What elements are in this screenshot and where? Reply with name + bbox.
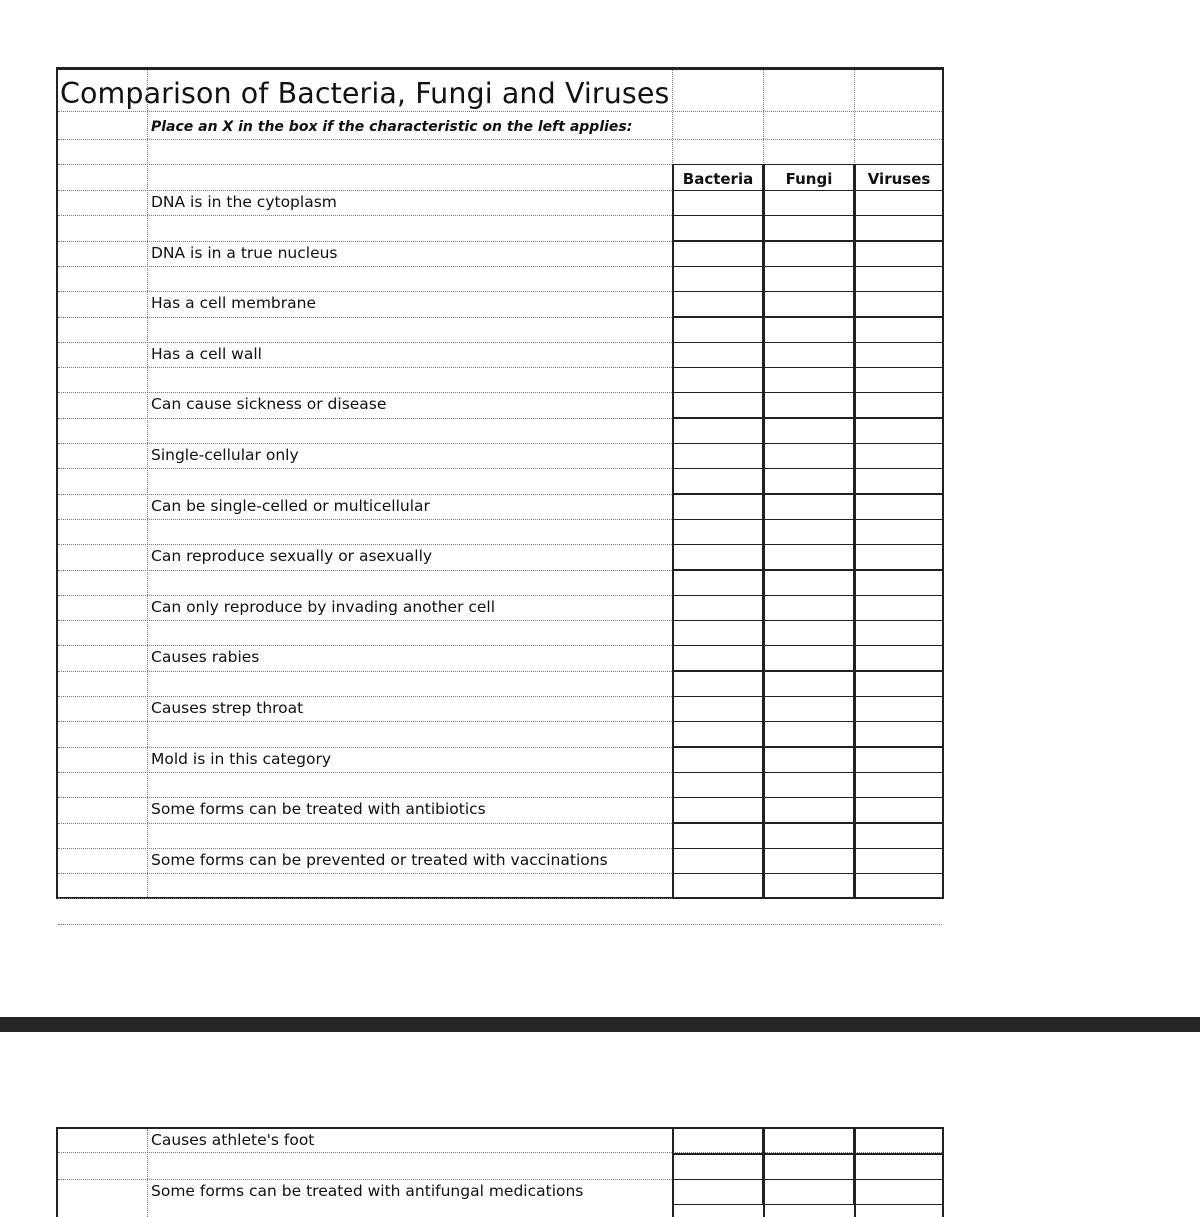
answer-cell-bacteria[interactable] xyxy=(672,443,763,469)
answer-cell-fungi[interactable] xyxy=(763,848,854,874)
column-header-cell xyxy=(672,164,763,191)
answer-cell-viruses[interactable] xyxy=(854,241,944,267)
answer-cell-fungi[interactable] xyxy=(763,1128,854,1154)
spacer-cell-fungi xyxy=(763,823,854,849)
column-divider xyxy=(147,70,148,897)
spacer-cell-viruses xyxy=(854,1154,944,1180)
spacer-cell-viruses xyxy=(854,418,944,444)
answer-cell-fungi[interactable] xyxy=(763,241,854,267)
column-header-bacteria: Bacteria xyxy=(682,170,754,188)
characteristic-label: Can be single-celled or multicellular xyxy=(151,496,430,515)
column-header-fungi: Fungi xyxy=(785,170,833,188)
answer-cell-bacteria[interactable] xyxy=(672,342,763,368)
spacer-cell-fungi xyxy=(763,873,854,899)
spacer-cell-bacteria xyxy=(672,266,763,292)
page-break-bar xyxy=(0,1017,1200,1032)
spacer-cell-viruses xyxy=(854,519,944,545)
spacer-cell-fungi xyxy=(763,215,854,241)
column-header-viruses: Viruses xyxy=(867,170,931,188)
instruction-text: Place an X in the box if the characteristic on the left applies: xyxy=(151,119,633,135)
spacer-cell-bacteria xyxy=(672,772,763,798)
spacer-cell-bacteria xyxy=(672,721,763,747)
spacer-cell-bacteria xyxy=(672,570,763,596)
characteristic-label: Can cause sickness or disease xyxy=(151,395,387,414)
spacer-cell-bacteria xyxy=(672,671,763,697)
spacer-cell-fungi xyxy=(763,367,854,393)
spacer-cell-viruses xyxy=(854,215,944,241)
answer-cell-bacteria[interactable] xyxy=(672,190,763,216)
spacer-cell-bacteria xyxy=(672,418,763,444)
answer-cell-viruses[interactable] xyxy=(854,342,944,368)
spacer-cell-viruses xyxy=(854,620,944,646)
characteristic-label: Single-cellular only xyxy=(151,446,299,464)
characteristic-label: Some forms can be treated with antifungal medications xyxy=(151,1182,584,1200)
characteristic-label: DNA is in a true nucleus xyxy=(151,243,338,262)
answer-cell-bacteria[interactable] xyxy=(672,392,763,418)
answer-cell-viruses[interactable] xyxy=(854,747,944,773)
characteristic-label: Some forms can be prevented or treated with vaccinations xyxy=(151,850,608,869)
spacer-cell-viruses xyxy=(854,570,944,596)
answer-cell-fungi[interactable] xyxy=(763,747,854,773)
column-divider xyxy=(147,1129,148,1217)
spacer-cell-fungi xyxy=(763,620,854,646)
worksheet-title: Comparison of Bacteria, Fungi and Viruses xyxy=(60,77,670,110)
spacer-cell-viruses xyxy=(854,468,944,494)
answer-cell-fungi[interactable] xyxy=(763,392,854,418)
spacer-cell-fungi xyxy=(763,418,854,444)
answer-cell-viruses[interactable] xyxy=(854,190,944,216)
spacer-cell-fungi xyxy=(763,671,854,697)
answer-cell-fungi[interactable] xyxy=(763,645,854,671)
answer-cell-bacteria[interactable] xyxy=(672,494,763,520)
spacer-cell-bacteria xyxy=(672,215,763,241)
characteristic-label: Some forms can be treated with antibiotics xyxy=(151,800,486,819)
answer-cell-viruses[interactable] xyxy=(854,443,944,469)
spacer-cell-fungi xyxy=(763,317,854,343)
characteristic-label: Mold is in this category xyxy=(151,749,332,768)
answer-cell-bacteria[interactable] xyxy=(672,696,763,722)
spacer-cell-viruses xyxy=(854,823,944,849)
answer-cell-fungi[interactable] xyxy=(763,595,854,621)
spacer-cell-fungi xyxy=(763,772,854,798)
answer-cell-viruses[interactable] xyxy=(854,848,944,874)
spacer-cell-bacteria xyxy=(672,317,763,343)
answer-cell-viruses[interactable] xyxy=(854,494,944,520)
answer-cell-viruses[interactable] xyxy=(854,645,944,671)
column-divider xyxy=(854,70,855,165)
spacer-cell-viruses xyxy=(854,772,944,798)
column-divider xyxy=(672,70,673,165)
answer-cell-fungi[interactable] xyxy=(763,291,854,317)
spacer-cell-viruses xyxy=(854,367,944,393)
characteristic-label: DNA is in the cytoplasm xyxy=(151,193,337,211)
answer-cell-bacteria[interactable] xyxy=(672,241,763,267)
worksheet-page-1 xyxy=(56,67,944,899)
answer-cell-viruses[interactable] xyxy=(854,291,944,317)
answer-cell-fungi[interactable] xyxy=(763,696,854,722)
spacer-cell-bacteria xyxy=(672,1154,763,1180)
column-header-cell xyxy=(763,164,854,191)
characteristic-label: Can only reproduce by invading another cell xyxy=(151,597,496,616)
answer-cell-bacteria[interactable] xyxy=(672,291,763,317)
answer-cell-viruses[interactable] xyxy=(854,595,944,621)
answer-cell-viruses[interactable] xyxy=(854,696,944,722)
characteristic-label: Can reproduce sexually or asexually xyxy=(151,547,433,566)
answer-cell-fungi[interactable] xyxy=(763,494,854,520)
spacer-cell-fungi xyxy=(763,1154,854,1180)
spacer-cell-viruses xyxy=(854,317,944,343)
answer-cell-fungi[interactable] xyxy=(763,1179,854,1205)
spacer-cell-viruses xyxy=(854,721,944,747)
spacer-cell-bacteria xyxy=(672,519,763,545)
answer-cell-bacteria[interactable] xyxy=(672,595,763,621)
row-divider xyxy=(58,139,942,140)
answer-cell-bacteria[interactable] xyxy=(672,1179,763,1205)
characteristic-label: Causes strep throat xyxy=(151,699,304,717)
answer-cell-bacteria[interactable] xyxy=(672,797,763,823)
spacer-cell-bacteria xyxy=(672,468,763,494)
characteristic-label: Has a cell wall xyxy=(151,344,262,363)
spacer-cell-viruses xyxy=(854,671,944,697)
spacer-cell-fungi xyxy=(763,570,854,596)
answer-cell-bacteria[interactable] xyxy=(672,645,763,671)
answer-cell-fungi[interactable] xyxy=(763,443,854,469)
spacer-cell-bacteria xyxy=(672,873,763,899)
spacer-cell-viruses xyxy=(854,266,944,292)
answer-cell-bacteria[interactable] xyxy=(672,747,763,773)
answer-cell-bacteria[interactable] xyxy=(672,1128,763,1154)
answer-cell-viruses[interactable] xyxy=(854,797,944,823)
spacer-cell-bacteria xyxy=(672,620,763,646)
row-divider xyxy=(58,924,942,925)
answer-cell-fungi[interactable] xyxy=(763,190,854,216)
answer-cell-fungi[interactable] xyxy=(763,544,854,570)
answer-cell-bacteria[interactable] xyxy=(672,544,763,570)
spacer-cell-fungi xyxy=(763,721,854,747)
answer-cell-viruses[interactable] xyxy=(854,1179,944,1205)
spacer-cell-fungi xyxy=(763,468,854,494)
answer-cell-fungi[interactable] xyxy=(763,797,854,823)
spacer-cell-bacteria xyxy=(672,367,763,393)
answer-cell-fungi[interactable] xyxy=(763,342,854,368)
column-header-cell xyxy=(854,164,944,191)
row-divider xyxy=(58,111,942,112)
characteristic-label: Causes rabies xyxy=(151,648,260,667)
spacer-cell-fungi xyxy=(763,266,854,292)
answer-cell-viruses[interactable] xyxy=(854,392,944,418)
answer-cell-viruses[interactable] xyxy=(854,544,944,570)
spacer-cell-bacteria xyxy=(672,823,763,849)
answer-cell-viruses[interactable] xyxy=(854,1128,944,1154)
worksheet-page-2 xyxy=(56,1127,944,1217)
column-divider xyxy=(763,70,764,165)
answer-cell-bacteria[interactable] xyxy=(672,848,763,874)
characteristic-label: Causes athlete's foot xyxy=(151,1131,315,1149)
spacer-cell-fungi xyxy=(763,519,854,545)
spacer-cell-viruses xyxy=(854,873,944,899)
characteristic-label: Has a cell membrane xyxy=(151,294,316,313)
